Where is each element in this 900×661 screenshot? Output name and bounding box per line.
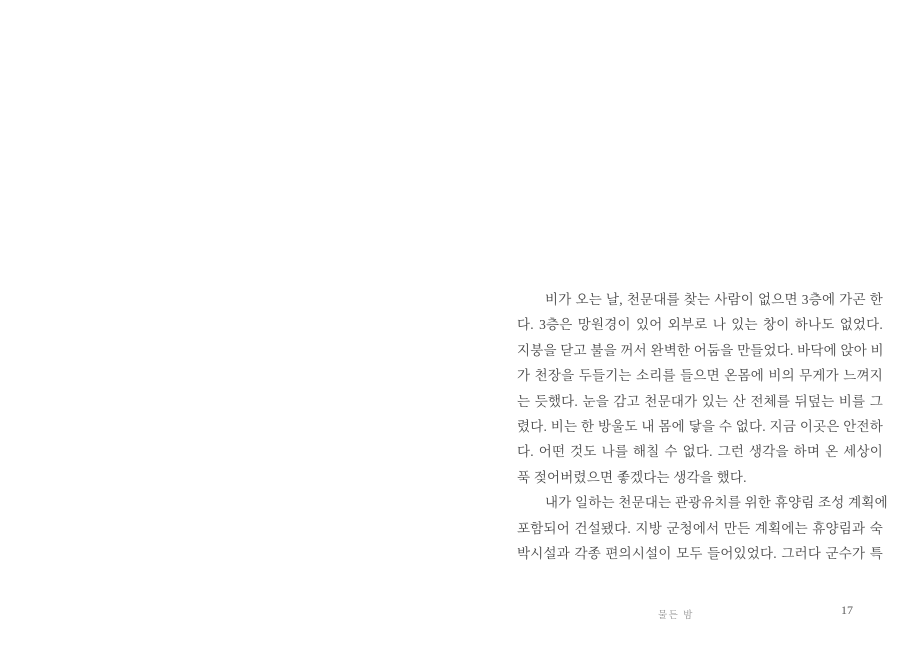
page-number: 17 xyxy=(841,603,853,617)
text-line: 가 천장을 두들기는 소리를 들으면 온몸에 비의 무게가 느껴지 xyxy=(517,368,883,384)
text-line: 지붕을 닫고 불을 꺼서 완벽한 어둠을 만들었다. 바닥에 앉아 비 xyxy=(517,342,884,358)
text-line: 는 듯했다. 눈을 감고 천문대가 있는 산 전체를 뒤덮는 비를 그 xyxy=(517,393,883,409)
running-title: 물든 밤 xyxy=(658,611,694,621)
text-line: 다. 3층은 망원경이 있어 외부로 나 있는 창이 하나도 없었다. xyxy=(517,317,883,333)
text-line: 박시설과 각종 편의시설이 모두 들어있었다. 그러다 군수가 특 xyxy=(517,545,883,561)
text-line: 포함되어 건설됐다. 지방 군청에서 만든 계획에는 휴양림과 숙 xyxy=(517,520,883,536)
text-line: 렸다. 비는 한 방울도 내 몸에 닿을 수 없다. 지금 이곳은 안전하 xyxy=(517,418,883,434)
text-line: 내가 일하는 천문대는 관광유치를 위한 휴양림 조성 계획에 xyxy=(545,495,888,511)
page-footer xyxy=(517,601,883,623)
text-line: 푹 젖어버렸으면 좋겠다는 생각을 했다. xyxy=(517,469,747,485)
text-line: 비가 오는 날, 천문대를 찾는 사람이 없으면 3층에 가곤 한 xyxy=(545,292,883,307)
body-text-column xyxy=(517,287,888,566)
text-line: 다. 어떤 것도 나를 해칠 수 없다. 그런 생각을 하며 온 세상이 xyxy=(517,444,883,460)
